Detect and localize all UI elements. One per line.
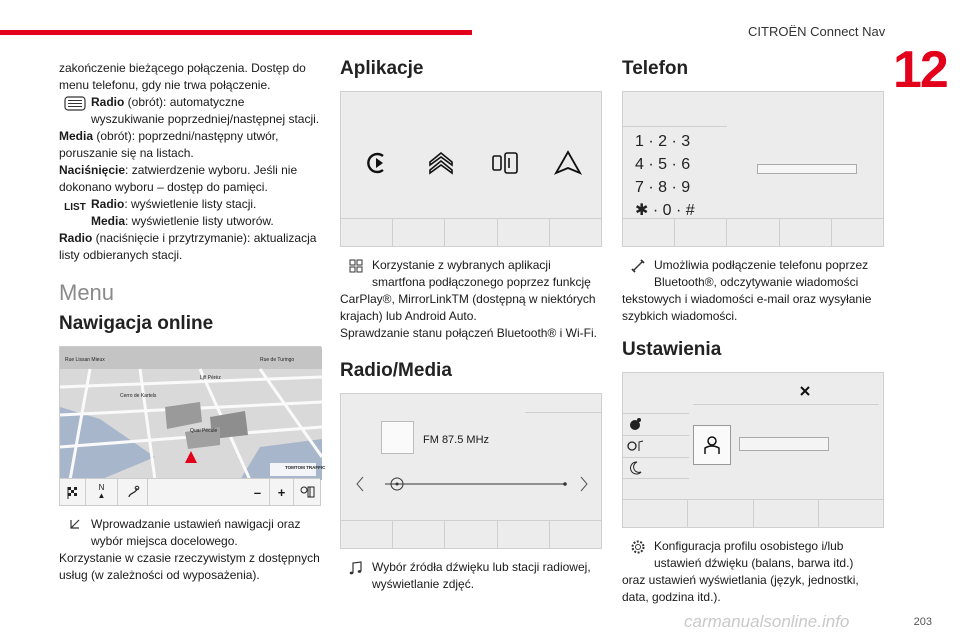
radio-description-row	[340, 559, 602, 593]
radio-frequency: FM 87.5 MHz	[423, 434, 490, 446]
press-text: : zatwierdzenie wyboru. Jeśli nie dokonano wyboru – dostęp do pamięci.	[59, 163, 298, 194]
map-street-label: Rue Lissan Mieux	[65, 357, 105, 363]
apps-text-1: Korzystanie z wybranych aplikacji smartfona podłączonego poprzez funkcję	[372, 258, 591, 289]
next-arrow-icon	[581, 477, 587, 491]
nav-text-2: Korzystanie w czasie rzeczywistym z dostępnych usług (w zależności od wyposażenia).	[59, 551, 320, 582]
radio-rotate-label: Radio	[91, 95, 125, 109]
frequency-slider[interactable]	[355, 474, 589, 494]
music-note-icon	[340, 559, 372, 576]
apps-description-row	[340, 257, 602, 291]
apps-screen	[340, 91, 602, 247]
settings-text-1: Konfiguracja profilu osobistego i/lub ustawień dźwięku (balans, barwa itd.)	[654, 539, 854, 570]
navigation-arrow-icon	[59, 516, 91, 531]
radio-hold-text: (naciśnięcie i przytrzymanie): aktualizacja listy odbieranych stacji.	[59, 231, 317, 262]
radio-screen-tabbar	[341, 520, 601, 548]
radio-media-heading: Radio/Media	[340, 360, 452, 381]
radio-rotate-row	[59, 94, 321, 128]
settings-side-menu	[623, 413, 689, 479]
list-radio-text: : wyświetlenie listy stacji.	[124, 197, 257, 211]
map-street-label: Quai Pécule	[190, 428, 218, 434]
checkered-flag-icon[interactable]	[60, 479, 86, 505]
settings-text-2: oraz ustawień wyświetlania (język, jednostki, data, godzina itd.).	[622, 573, 859, 604]
close-icon[interactable]	[799, 385, 811, 397]
settings-screen-tabbar	[623, 499, 883, 527]
keypad-row[interactable]: 7 · 8 · 9	[635, 179, 691, 196]
audio-settings-icon[interactable]	[623, 435, 689, 457]
number-input-field[interactable]	[757, 164, 857, 174]
column-1	[59, 60, 326, 584]
compass-label: N	[98, 483, 105, 492]
list-media-text: : wyświetlenie listy utworów.	[125, 214, 274, 228]
page-number: 203	[913, 616, 932, 628]
nav-description-row	[59, 516, 321, 550]
tomtom-traffic-logo: TOMTOM TRAFFIC	[285, 465, 326, 470]
watermark: carmanualsonline.info	[684, 612, 850, 631]
radio-hold-label: Radio	[59, 231, 93, 245]
apps-screen-tabbar	[341, 218, 601, 246]
settings-heading: Ustawienia	[622, 339, 722, 360]
mirrorlink-icon[interactable]	[490, 148, 520, 178]
user-profile-icon[interactable]	[693, 425, 731, 465]
column-3	[622, 60, 884, 606]
zoom-in-icon[interactable]: +	[270, 479, 294, 505]
phone-keypad[interactable]	[635, 130, 695, 222]
carplay-icon[interactable]	[363, 148, 393, 178]
map-street-label: Rue de Turingo	[260, 357, 295, 363]
press-label: Naciśnięcie	[59, 163, 126, 177]
media-rotate-label: Media	[59, 129, 94, 143]
apps-text-2: CarPlay®, MirrorLinkTM (dostępną w niektórych krajach) lub Android Auto.	[340, 292, 596, 323]
apps-text-3: Sprawdzanie stanu połączeń Bluetooth® i Wi-Fi.	[340, 326, 597, 340]
compass-north-icon[interactable]: N ▲	[86, 479, 118, 505]
column-2	[340, 60, 602, 593]
chapter-number: 12	[893, 41, 947, 99]
intro-text: zakończenie bieżącego połączenia. Dostęp do menu telefonu, gdy nie trwa połączenie.	[59, 61, 306, 92]
settings-description-row	[622, 538, 884, 572]
night-mode-icon[interactable]	[623, 457, 689, 479]
menu-heading: Menu	[59, 280, 115, 305]
map-street-label: Cerro de Kartels	[120, 393, 157, 399]
map-settings-icon[interactable]	[294, 479, 320, 505]
phone-text-1: Umożliwia podłączenie telefonu poprzez Bluetooth®, odczytywanie wiadomości	[654, 258, 869, 289]
map-street-label: Ljfi Pérèz	[200, 375, 221, 381]
header-title: CITROËN Connect Nav	[748, 24, 886, 39]
profile-name-field[interactable]	[739, 437, 829, 451]
phone-handset-icon	[622, 257, 654, 274]
navigation-map-screen	[59, 346, 326, 506]
apps-heading: Aplikacje	[340, 58, 424, 79]
album-art-placeholder	[381, 421, 414, 454]
apps-grid-icon	[340, 257, 372, 274]
list-button-icon: LIST	[64, 202, 86, 213]
map-3d-view	[60, 347, 326, 480]
list-media-label: Media	[91, 214, 126, 228]
keypad-row[interactable]: ✱ · 0 · #	[635, 202, 695, 219]
route-icon[interactable]	[118, 479, 148, 505]
map-toolbar	[60, 478, 320, 505]
radio-text: Wybór źródła dźwięku lub stacji radiowej, wyświetlanie zdjęć.	[372, 560, 591, 591]
navigation-heading: Nawigacja online	[59, 313, 214, 334]
android-auto-icon[interactable]	[553, 148, 583, 178]
previous-arrow-icon	[357, 477, 363, 491]
zoom-out-icon[interactable]: –	[246, 479, 270, 505]
settings-screen	[622, 372, 884, 528]
citroen-chevrons-icon[interactable]	[426, 148, 456, 178]
media-rotate-text: (obrót): poprzedni/następny utwór, poruszanie się na listach.	[59, 129, 279, 160]
rotary-knob-icon	[59, 94, 91, 111]
nav-text-1: Wprowadzanie ustawień nawigacji oraz wybór miejsca docelowego.	[91, 517, 301, 548]
phone-description-row	[622, 257, 884, 291]
display-settings-icon[interactable]	[623, 413, 689, 435]
gear-icon	[622, 538, 654, 555]
keypad-row[interactable]: 4 · 5 · 6	[635, 156, 691, 173]
keypad-row[interactable]: 1 · 2 · 3	[635, 133, 691, 150]
list-radio-label: Radio	[91, 197, 125, 211]
phone-text-2: tekstowych i wiadomości e-mail oraz wysyłanie szybkich wiadomości.	[622, 292, 872, 323]
header-red-bar	[0, 30, 472, 35]
phone-screen-tabbar	[623, 218, 883, 246]
radio-rotate-text: (obrót): automatyczne wyszukiwanie poprzedniej/następnej stacji.	[91, 95, 320, 126]
phone-heading: Telefon	[622, 58, 689, 79]
list-button-row	[59, 196, 321, 230]
radio-screen	[340, 393, 602, 549]
phone-screen	[622, 91, 884, 247]
